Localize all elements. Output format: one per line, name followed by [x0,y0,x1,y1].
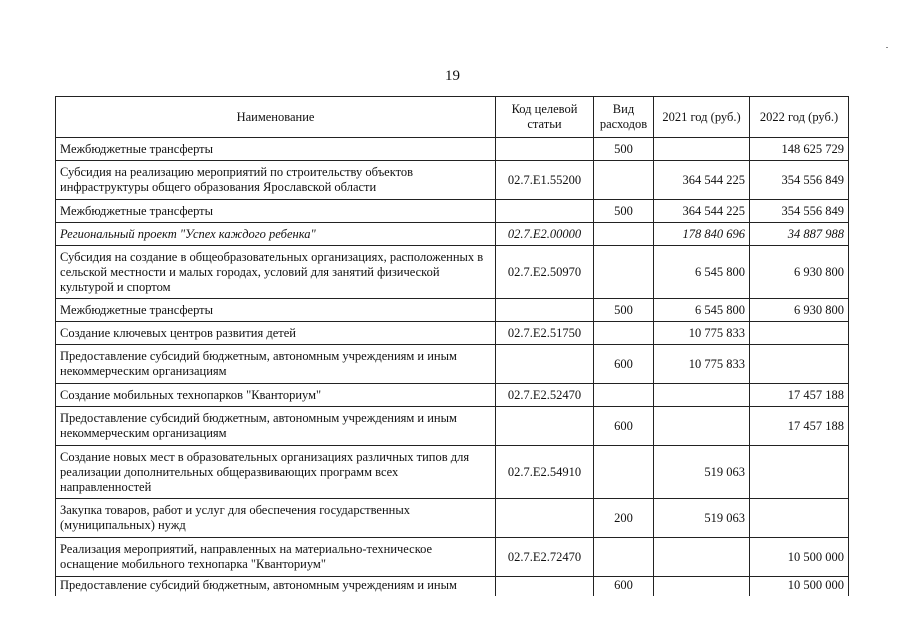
row-2021: 10 775 833 [654,345,750,384]
header-2022: 2022 год (руб.) [750,97,849,138]
row-name: Предоставление субсидий бюджетным, автономным учреждениям и иным некоммерческим организациям [56,345,496,384]
row-type: 600 [594,407,654,446]
row-name: Межбюджетные трансферты [56,200,496,223]
row-name: Предоставление субсидий бюджетным, автономным учреждениям и иным некоммерческим организациям [56,407,496,446]
row-name: Региональный проект "Успех каждого ребенка" [56,223,496,246]
row-name: Реализация мероприятий, направленных на материально-техническое оснащение мобильного технопарка "Кванториум" [56,538,496,577]
row-name: Закупка товаров, работ и услуг для обеспечения государственных (муниципальных) нужд [56,499,496,538]
row-2022: 17 457 188 [750,407,849,446]
row-2022: 148 625 729 [750,138,849,161]
row-code: 02.7.Е2.72470 [496,538,594,577]
row-code [496,299,594,322]
row-type: 500 [594,138,654,161]
header-code: Код целевой статьи [496,97,594,138]
row-2021 [654,407,750,446]
row-code [496,345,594,384]
table-row [56,577,849,597]
row-name: Субсидия на реализацию мероприятий по строительству объектов инфраструктуры общего образования Ярославской области [56,161,496,200]
page-number: 19 [445,68,460,84]
row-2021 [654,538,750,577]
row-2022: 354 556 849 [750,200,849,223]
row-2021: 6 545 800 [654,299,750,322]
row-2022: 10 500 000 [750,538,849,577]
table-row-project [56,223,849,246]
row-name: Создание мобильных технопарков "Кванториум" [56,384,496,407]
row-2022 [750,499,849,538]
row-type: 200 [594,499,654,538]
row-code [496,499,594,538]
table-row [56,446,849,499]
row-type [594,538,654,577]
table-row [56,407,849,446]
table-row [56,246,849,299]
row-code: 02.7.Е2.54910 [496,446,594,499]
row-2021 [654,577,750,597]
table-row [56,384,849,407]
table-header-row [56,97,849,138]
row-2022: 354 556 849 [750,161,849,200]
scan-speck [886,47,888,48]
row-code: 02.7.Е2.50970 [496,246,594,299]
row-2022: 34 887 988 [750,223,849,246]
table-row [56,538,849,577]
row-2021 [654,138,750,161]
row-2022: 10 500 000 [750,577,849,597]
row-name: Создание новых мест в образовательных организациях различных типов для реализации дополнительных общеразвивающих программ всех направленностей [56,446,496,499]
row-type: 600 [594,345,654,384]
header-name: Наименование [56,97,496,138]
row-type: 500 [594,299,654,322]
row-type [594,161,654,200]
header-2021: 2021 год (руб.) [654,97,750,138]
row-code [496,407,594,446]
table-row [56,322,849,345]
row-code [496,577,594,597]
row-name: Создание ключевых центров развития детей [56,322,496,345]
table-row [56,345,849,384]
row-type [594,246,654,299]
row-2022: 17 457 188 [750,384,849,407]
row-2022 [750,322,849,345]
budget-table [55,96,849,596]
row-type: 500 [594,200,654,223]
table-row [56,161,849,200]
row-code: 02.7.Е1.55200 [496,161,594,200]
row-code: 02.7.Е2.00000 [496,223,594,246]
row-2021: 519 063 [654,499,750,538]
row-2022: 6 930 800 [750,246,849,299]
row-type [594,322,654,345]
row-type [594,223,654,246]
table-row [56,200,849,223]
row-2021: 364 544 225 [654,161,750,200]
row-2021: 364 544 225 [654,200,750,223]
table-row [56,499,849,538]
row-2022 [750,446,849,499]
table-row [56,299,849,322]
row-type: 600 [594,577,654,597]
row-name: Субсидия на создание в общеобразовательных организациях, расположенных в сельской местности и малых городах, условий для занятий физической культурой и спортом [56,246,496,299]
row-code: 02.7.Е2.51750 [496,322,594,345]
row-code [496,200,594,223]
header-type: Вид расходов [594,97,654,138]
row-name: Межбюджетные трансферты [56,138,496,161]
row-name: Предоставление субсидий бюджетным, автономным учреждениям и иным [56,577,496,597]
row-2021: 6 545 800 [654,246,750,299]
row-2022 [750,345,849,384]
row-name: Межбюджетные трансферты [56,299,496,322]
row-type [594,446,654,499]
row-2021: 178 840 696 [654,223,750,246]
row-type [594,384,654,407]
row-code [496,138,594,161]
table-row [56,138,849,161]
row-2021: 519 063 [654,446,750,499]
row-2022: 6 930 800 [750,299,849,322]
row-code: 02.7.Е2.52470 [496,384,594,407]
row-2021 [654,384,750,407]
row-2021: 10 775 833 [654,322,750,345]
